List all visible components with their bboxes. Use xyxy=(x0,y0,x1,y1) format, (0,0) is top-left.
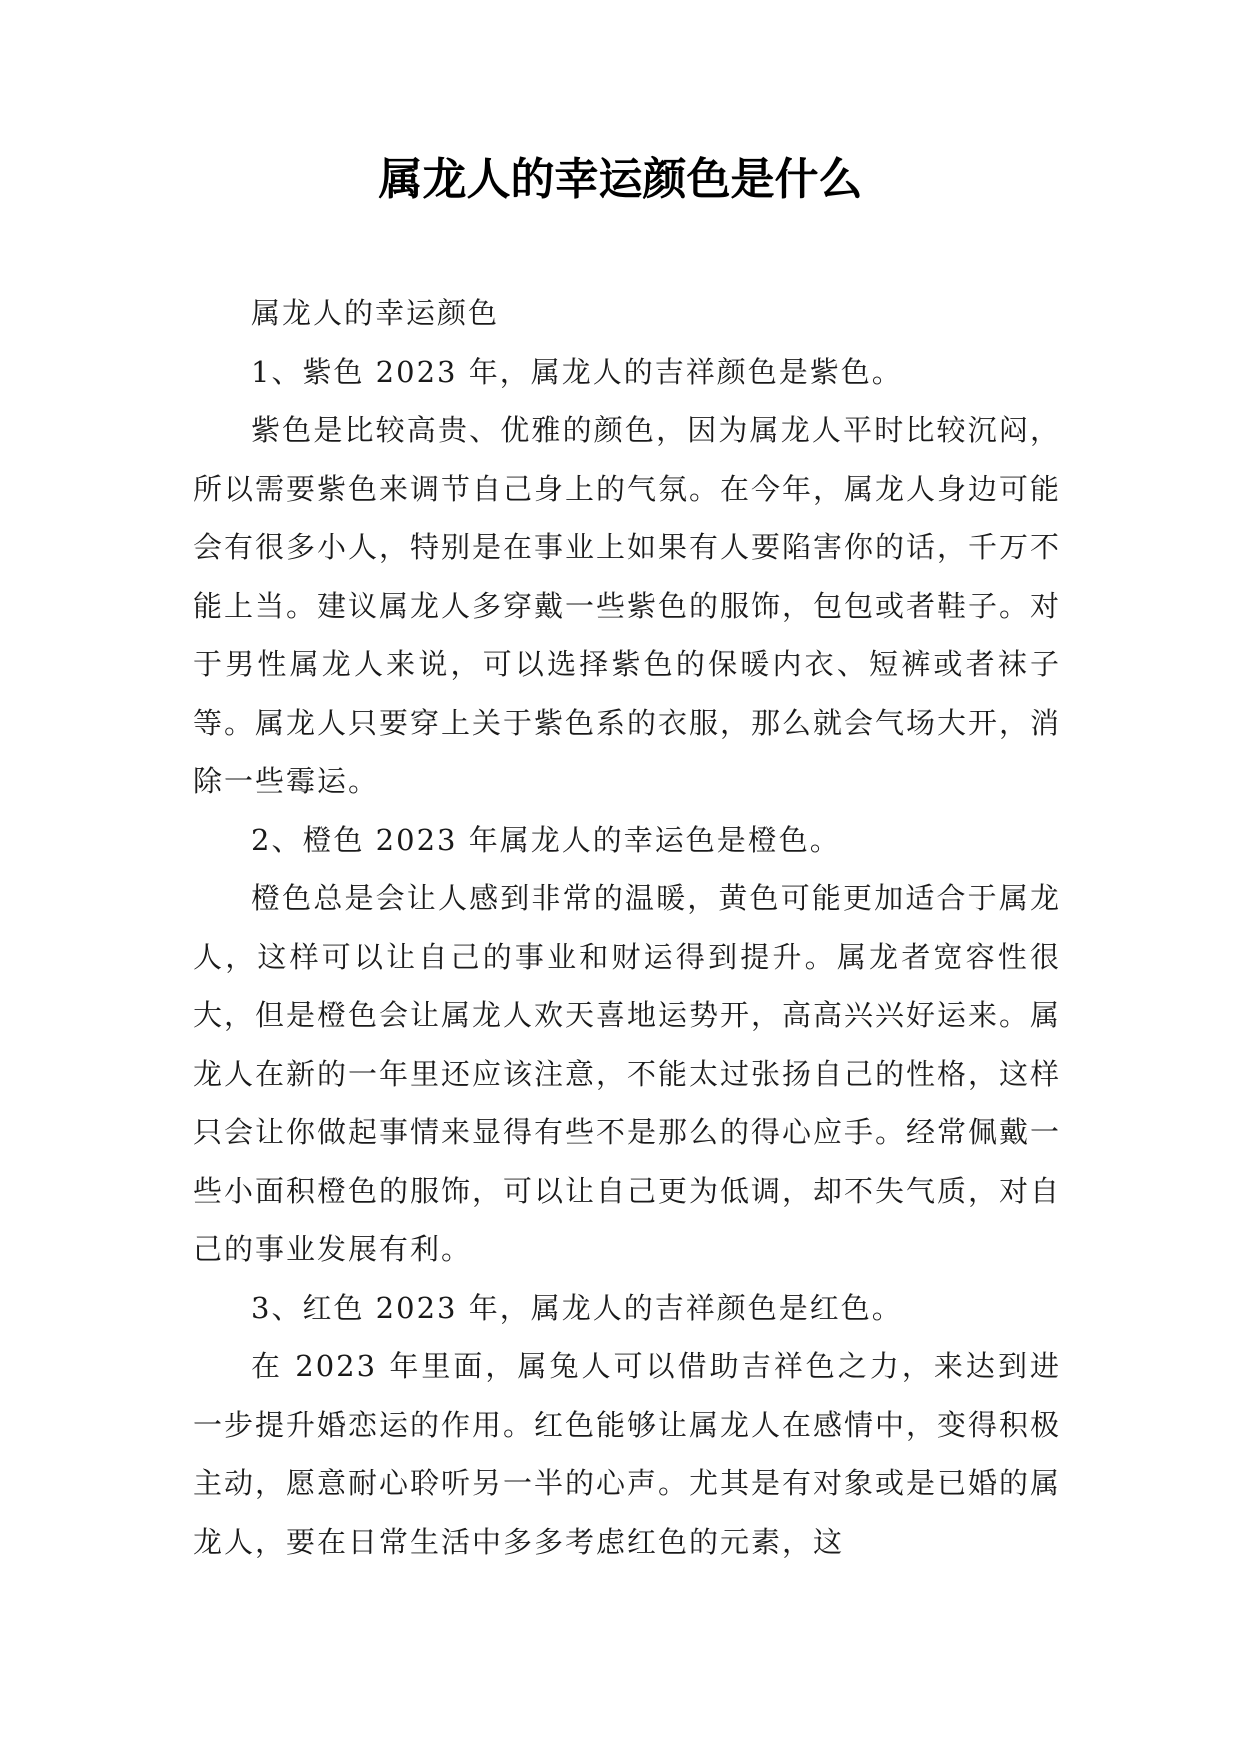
paragraph-purple: 紫色是比较高贵、优雅的颜色，因为属龙人平时比较沉闷，所以需要紫色来调节自己身上的气氛。在今年，属龙人身边可能会有很多小人，特别是在事业上如果有人要陷害你的话，千万不能上当。建议属龙人多穿戴一些紫色的服饰，包包或者鞋子。对于男性属龙人来说，可以选择紫色的保暖内衣、短裤或者袜子等。属龙人只要穿上关于紫色系的衣服，那么就会气场大开，消除一些霉运。 xyxy=(193,413,1062,798)
paragraph-orange: 橙色总是会让人感到非常的温暖，黄色可能更加适合于属龙人，这样可以让自己的事业和财运得到提升。属龙者宽容性很大，但是橙色会让属龙人欢天喜地运势开，高高兴兴好运来。属龙人在新的一年里还应该注意，不能太过张扬自己的性格，这样只会让你做起事情来显得有些不是那么的得心应手。经常佩戴一些小面积橙色的服饰，可以让自己更为低调，却不失气质，对自己的事业发展有利。 xyxy=(193,881,1062,1266)
item-heading-purple: 1、紫色 2023 年，属龙人的吉祥颜色是紫色。 xyxy=(251,354,903,389)
paragraph-red: 在 2023 年里面，属兔人可以借助吉祥色之力，来达到进一步提升婚恋运的作用。红色能够让属龙人在感情中，变得积极主动，愿意耐心聆听另一半的心声。尤其是有对象或是已婚的属龙人，要在日常生活中多多考虑红色的元素，这 xyxy=(193,1349,1062,1559)
section-heading: 属龙人的幸运颜色 xyxy=(251,296,500,330)
document-title: 属龙人的幸运颜色是什么 xyxy=(378,154,863,205)
item-heading-red: 3、红色 2023 年，属龙人的吉祥颜色是红色。 xyxy=(251,1290,903,1325)
document-body xyxy=(193,284,1061,1571)
item-heading-orange: 2、橙色 2023 年属龙人的幸运色是橙色。 xyxy=(251,822,841,857)
